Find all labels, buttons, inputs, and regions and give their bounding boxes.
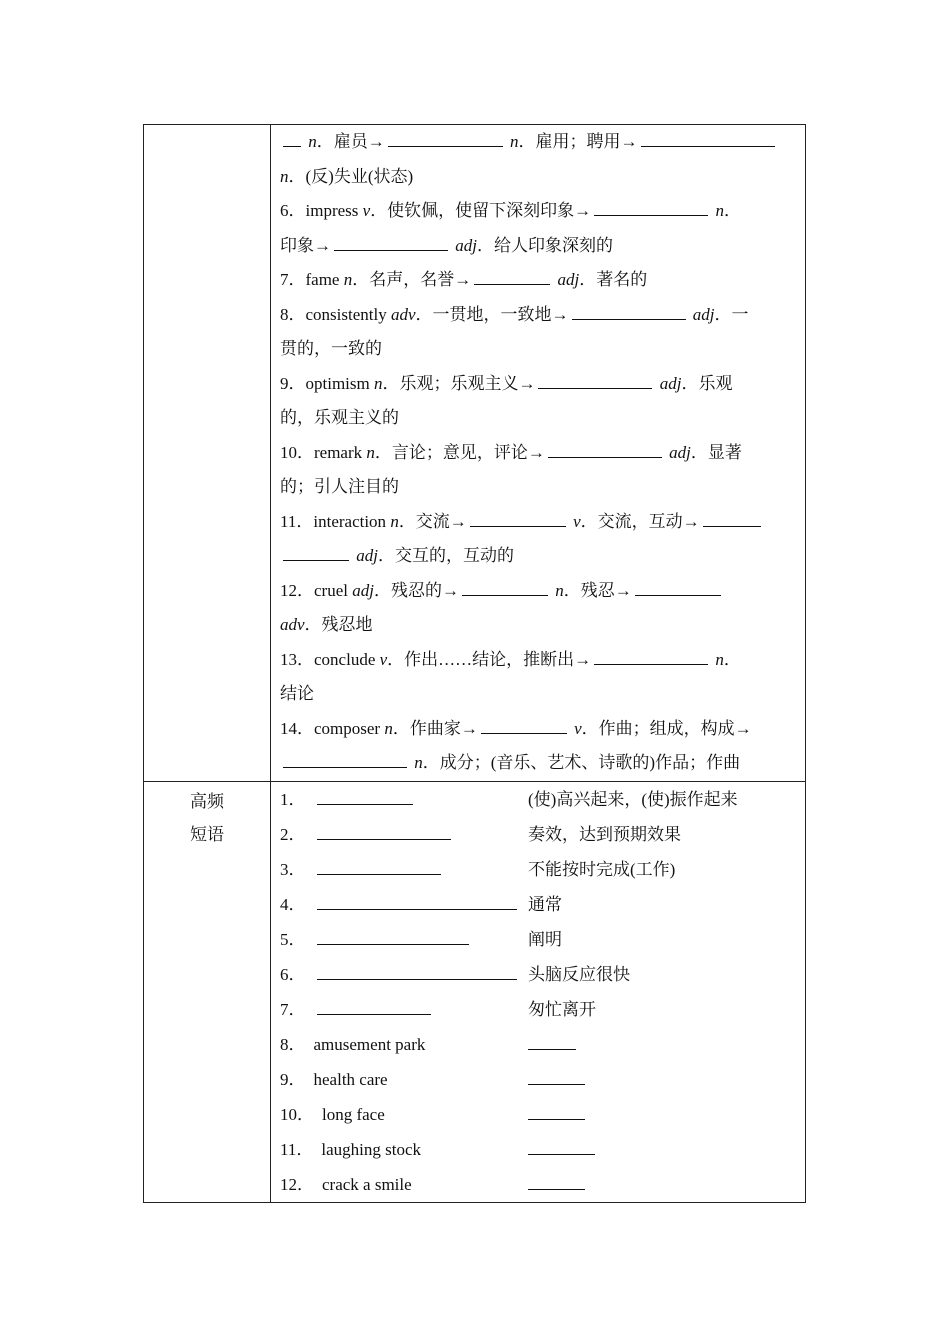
phrase-item bbox=[280, 1062, 797, 1097]
phrases-content-cell bbox=[271, 781, 806, 1202]
phrase-meaning bbox=[528, 957, 797, 992]
vocab-line bbox=[280, 436, 797, 471]
part-of-speech: n bbox=[343, 270, 353, 289]
vocab-line bbox=[280, 160, 797, 195]
part-of-speech: adv bbox=[280, 615, 305, 634]
vocab-line bbox=[280, 332, 797, 367]
phrase-number: 8． bbox=[280, 1034, 306, 1054]
vocab-text: 印象→ bbox=[280, 235, 331, 255]
vocab-text: 7．fame bbox=[280, 270, 344, 289]
vocab-line bbox=[280, 643, 797, 678]
answer-blank[interactable] bbox=[474, 270, 550, 285]
phrase-english bbox=[280, 1027, 528, 1062]
vocab-text: 8．consistently bbox=[280, 304, 391, 324]
phrase-english bbox=[280, 782, 528, 817]
phrase-meaning bbox=[528, 1027, 797, 1062]
vocab-line bbox=[280, 401, 797, 436]
phrase-english bbox=[280, 992, 528, 1027]
vocab-text: ．残忍的→ bbox=[373, 580, 459, 600]
phrase-number: 7． bbox=[280, 999, 306, 1019]
answer-blank[interactable] bbox=[462, 581, 548, 596]
phrase-number: 5． bbox=[280, 929, 306, 949]
phrase-number: 6． bbox=[280, 964, 306, 984]
vocab-text: 贯的，一致的 bbox=[280, 339, 382, 358]
phrase-english bbox=[280, 817, 528, 852]
vocab-text: ．乐观 bbox=[681, 373, 733, 393]
phrase-number: 10． bbox=[280, 1104, 314, 1124]
phrase-meaning bbox=[528, 1097, 797, 1132]
phrase-number: 1． bbox=[280, 789, 306, 809]
phrase-english bbox=[280, 1097, 528, 1132]
vocab-text: ．雇员→ bbox=[316, 132, 385, 151]
phrase-english bbox=[280, 887, 528, 922]
answer-blank[interactable] bbox=[594, 201, 708, 216]
vocab-text: ．残忍地 bbox=[304, 615, 373, 634]
phrase-number: 3． bbox=[280, 859, 306, 879]
vocab-line bbox=[280, 367, 797, 402]
vocab-text: ．交互的，互动的 bbox=[377, 546, 514, 565]
vocab-text: ．交流→ bbox=[398, 511, 467, 531]
part-of-speech: v bbox=[379, 649, 388, 669]
answer-blank[interactable] bbox=[317, 1000, 431, 1015]
phrase-meaning-text: (使)高兴起来，(使)振作起来 bbox=[528, 789, 738, 809]
vocab-line bbox=[280, 608, 797, 643]
vocab-label-cell bbox=[144, 125, 271, 782]
answer-blank[interactable] bbox=[594, 650, 708, 665]
phrases-label-line-2: 短语 bbox=[190, 824, 224, 845]
answer-blank[interactable] bbox=[317, 965, 517, 980]
part-of-speech: adj bbox=[664, 442, 691, 462]
phrase-item bbox=[280, 817, 797, 852]
vocab-text: 12．cruel bbox=[280, 580, 353, 600]
vocab-line bbox=[280, 125, 797, 160]
phrase-english bbox=[280, 957, 528, 992]
phrase-item bbox=[280, 1167, 797, 1202]
phrase-item bbox=[280, 852, 797, 887]
vocab-text: 11．interaction bbox=[280, 511, 391, 531]
vocab-text: ．作曲家→ bbox=[392, 718, 478, 738]
answer-blank[interactable] bbox=[703, 512, 761, 527]
phrase-number: 12． bbox=[280, 1174, 314, 1194]
phrase-english-text: crack a smile bbox=[322, 1174, 412, 1194]
vocab-text: 的；引人注目的 bbox=[280, 477, 399, 496]
part-of-speech: adj bbox=[352, 546, 378, 565]
phrase-meaning-text: 不能按时完成(工作) bbox=[528, 859, 676, 879]
vocab-text: ．一 bbox=[714, 304, 749, 324]
answer-blank[interactable] bbox=[641, 132, 775, 147]
vocab-line bbox=[280, 539, 797, 574]
phrase-meaning bbox=[528, 992, 797, 1027]
phrase-meaning-text: 匆忙离开 bbox=[528, 999, 596, 1019]
vocab-text: 13．conclude bbox=[280, 649, 380, 669]
answer-blank[interactable] bbox=[528, 1105, 585, 1120]
vocab-text: ．显著 bbox=[690, 442, 742, 462]
part-of-speech: n bbox=[304, 132, 317, 151]
phrase-item bbox=[280, 992, 797, 1027]
part-of-speech: n bbox=[410, 753, 423, 772]
phrase-english-text: amusement park bbox=[313, 1034, 426, 1054]
part-of-speech: n bbox=[366, 442, 375, 462]
phrase-meaning-text: 通常 bbox=[528, 894, 562, 914]
vocab-text: ．成分；(音乐、艺术、诗歌的)作品；作曲 bbox=[422, 753, 741, 772]
vocab-text: 14．composer bbox=[280, 718, 385, 738]
part-of-speech: v bbox=[568, 511, 581, 531]
vocab-line bbox=[280, 746, 797, 781]
vocab-row bbox=[144, 125, 806, 782]
vocab-text: ．残忍→ bbox=[563, 580, 632, 600]
vocab-text: 9．optimism bbox=[280, 373, 374, 393]
phrase-meaning bbox=[528, 782, 797, 817]
phrase-number: 9． bbox=[280, 1069, 306, 1089]
vocab-text: ．雇用；聘用→ bbox=[518, 132, 638, 151]
answer-blank[interactable] bbox=[334, 236, 448, 251]
phrase-meaning-text: 阐明 bbox=[528, 929, 562, 949]
vocab-text: ．一贯地，一致地→ bbox=[415, 304, 569, 324]
phrase-number: 11． bbox=[280, 1139, 314, 1159]
part-of-speech: n bbox=[384, 718, 393, 738]
part-of-speech: adj bbox=[688, 304, 715, 324]
answer-blank[interactable] bbox=[481, 719, 567, 734]
vocab-text: ．乐观；乐观主义→ bbox=[382, 373, 536, 393]
part-of-speech: n bbox=[373, 373, 383, 393]
part-of-speech: v bbox=[362, 201, 371, 220]
phrase-english bbox=[280, 1132, 528, 1167]
vocab-line bbox=[280, 298, 797, 333]
part-of-speech: n bbox=[711, 649, 724, 669]
phrase-meaning bbox=[528, 1132, 797, 1167]
phrases-row bbox=[144, 781, 806, 1202]
phrases-label-line-1: 高频 bbox=[190, 791, 224, 812]
answer-blank[interactable] bbox=[572, 305, 686, 320]
phrase-meaning bbox=[528, 1062, 797, 1097]
part-of-speech: n bbox=[505, 132, 519, 151]
vocab-line bbox=[280, 470, 797, 505]
phrase-english-text: health care bbox=[313, 1069, 388, 1089]
phrase-english bbox=[280, 922, 528, 957]
part-of-speech: n bbox=[550, 580, 564, 600]
answer-blank[interactable] bbox=[317, 895, 517, 910]
part-of-speech: n bbox=[280, 166, 289, 186]
part-of-speech: adj bbox=[451, 235, 477, 255]
phrase-item bbox=[280, 1132, 797, 1167]
phrase-english bbox=[280, 1062, 528, 1097]
part-of-speech: adj bbox=[352, 580, 374, 600]
vocab-text: ． bbox=[723, 649, 741, 669]
part-of-speech: adv bbox=[390, 304, 416, 324]
vocab-text: ．言论；意见，评论→ bbox=[374, 442, 545, 462]
vocab-line bbox=[280, 574, 797, 609]
phrase-number: 4． bbox=[280, 894, 306, 914]
phrase-item bbox=[280, 782, 797, 817]
vocab-text: ．著名的 bbox=[579, 270, 648, 289]
answer-blank[interactable] bbox=[635, 581, 721, 596]
answer-blank[interactable] bbox=[528, 1140, 595, 1155]
answer-blank[interactable] bbox=[548, 443, 662, 458]
vocab-line bbox=[280, 712, 797, 747]
answer-blank[interactable] bbox=[528, 1175, 585, 1190]
part-of-speech: adj bbox=[655, 373, 682, 393]
answer-blank[interactable] bbox=[528, 1035, 576, 1050]
phrase-meaning-text: 奏效，达到预期效果 bbox=[528, 824, 681, 844]
phrase-meaning bbox=[528, 817, 797, 852]
phrase-number: 2． bbox=[280, 824, 306, 844]
vocab-line bbox=[280, 505, 797, 540]
vocab-line bbox=[280, 677, 797, 712]
phrase-english-text: long face bbox=[322, 1104, 385, 1124]
vocab-text: ．(反)失业(状态) bbox=[288, 166, 414, 186]
phrase-item bbox=[280, 957, 797, 992]
vocab-line bbox=[280, 263, 797, 298]
phrase-meaning-text: 头脑反应很快 bbox=[528, 964, 630, 984]
answer-blank[interactable] bbox=[283, 753, 407, 768]
phrase-meaning bbox=[528, 922, 797, 957]
vocabulary-table bbox=[143, 124, 806, 1203]
answer-blank[interactable] bbox=[317, 930, 469, 945]
answer-blank[interactable] bbox=[470, 512, 566, 527]
vocab-text: 6．impress bbox=[280, 201, 363, 220]
vocab-text: ．作曲；组成，构成→ bbox=[581, 718, 752, 738]
answer-blank[interactable] bbox=[283, 546, 349, 561]
vocab-text: ．使钦佩，使留下深刻印象→ bbox=[370, 201, 592, 220]
phrase-meaning bbox=[528, 887, 797, 922]
answer-blank[interactable] bbox=[317, 790, 413, 805]
phrase-english-text: laughing stock bbox=[321, 1139, 422, 1159]
phrases-label-cell bbox=[144, 781, 271, 1202]
vocab-line bbox=[280, 229, 797, 264]
vocab-text: ．名声，名誉→ bbox=[352, 270, 472, 289]
vocab-text: 10．remark bbox=[280, 442, 367, 462]
answer-blank[interactable] bbox=[388, 132, 503, 147]
vocab-content-cell bbox=[271, 125, 806, 782]
phrase-meaning bbox=[528, 1167, 797, 1202]
part-of-speech: v bbox=[569, 718, 582, 738]
answer-blank[interactable] bbox=[317, 825, 451, 840]
phrase-meaning bbox=[528, 852, 797, 887]
answer-blank[interactable] bbox=[283, 132, 301, 147]
part-of-speech: adj bbox=[553, 270, 580, 289]
phrase-english bbox=[280, 1167, 528, 1202]
vocab-text: 结论 bbox=[280, 684, 314, 703]
phrase-item bbox=[280, 887, 797, 922]
vocab-text: ． bbox=[723, 201, 741, 220]
vocab-text: ．交流，互动→ bbox=[580, 511, 700, 531]
phrase-item bbox=[280, 922, 797, 957]
part-of-speech: n bbox=[390, 511, 399, 531]
vocab-line bbox=[280, 194, 797, 229]
phrase-item bbox=[280, 1097, 797, 1132]
vocab-text: 的，乐观主义的 bbox=[280, 408, 399, 427]
answer-blank[interactable] bbox=[317, 860, 441, 875]
phrase-english bbox=[280, 852, 528, 887]
vocab-text: ．作出……结论，推断出→ bbox=[387, 649, 592, 669]
part-of-speech: n bbox=[711, 201, 724, 220]
vocab-text: ．给人印象深刻的 bbox=[476, 235, 613, 255]
answer-blank[interactable] bbox=[538, 374, 652, 389]
phrase-item bbox=[280, 1027, 797, 1062]
answer-blank[interactable] bbox=[528, 1070, 585, 1085]
